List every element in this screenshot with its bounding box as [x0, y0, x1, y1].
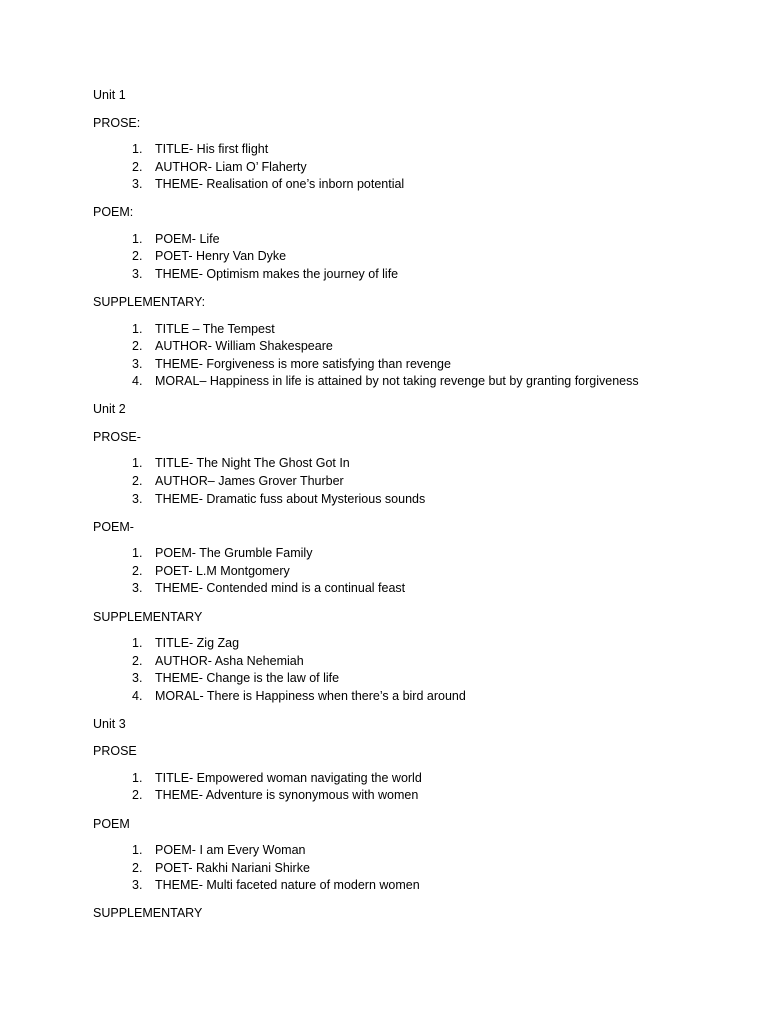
- list-item-text: THEME- Contended mind is a continual feast: [155, 581, 406, 596]
- list-item-text: THEME- Realisation of one’s inborn potential: [155, 177, 405, 192]
- list-item: [93, 688, 733, 706]
- list-item-number: 2.: [132, 249, 143, 264]
- list-item-text: AUTHOR- William Shakespeare: [155, 339, 333, 354]
- numbered-list: [93, 141, 733, 194]
- list-item: [93, 159, 733, 177]
- list-item: [93, 248, 733, 266]
- list-item-number: 2.: [132, 653, 143, 668]
- list-item: [93, 860, 733, 878]
- list-item: [93, 563, 733, 581]
- list-item: [93, 580, 733, 598]
- list-item-text: POET- L.M Montgomery: [155, 563, 290, 578]
- list-item: [93, 338, 733, 356]
- list-item: [93, 473, 733, 491]
- section-heading: POEM:: [93, 205, 134, 220]
- list-item-text: POEM- I am Every Woman: [155, 843, 306, 858]
- list-item-text: POEM- The Grumble Family: [155, 546, 313, 561]
- list-item-text: AUTHOR– James Grover Thurber: [155, 474, 344, 489]
- list-item-number: 1.: [132, 546, 143, 561]
- list-item: [93, 266, 733, 284]
- list-item-number: 3.: [132, 177, 143, 192]
- list-item-text: POET- Henry Van Dyke: [155, 249, 287, 264]
- list-item: [93, 491, 733, 509]
- section-heading: SUPPLEMENTARY: [93, 609, 203, 624]
- list-item: [93, 455, 733, 473]
- list-item-text: TITLE – The Tempest: [155, 321, 275, 336]
- list-item-text: MORAL– Happiness in life is attained by not taking revenge but by granting forgiveness: [155, 374, 639, 389]
- section-heading: PROSE: [93, 744, 137, 759]
- list-item: [93, 670, 733, 688]
- section-heading: SUPPLEMENTARY: [93, 906, 203, 921]
- list-item-text: THEME- Change is the law of life: [155, 671, 340, 686]
- list-item: [93, 321, 733, 339]
- list-item-number: 4.: [132, 374, 143, 389]
- list-item-number: 1.: [132, 636, 143, 650]
- list-item-text: THEME- Multi faceted nature of modern women: [155, 878, 420, 893]
- list-item: [93, 787, 733, 805]
- numbered-list: [93, 231, 733, 284]
- numbered-list: [93, 770, 733, 805]
- list-item-number: 2.: [132, 860, 143, 875]
- list-item-number: 3.: [132, 266, 143, 281]
- section-heading: POEM: [93, 816, 130, 831]
- section-heading: POEM-: [93, 519, 134, 534]
- list-item-text: MORAL- There is Happiness when there’s a bird around: [155, 688, 466, 703]
- list-item: [93, 545, 733, 563]
- list-item-number: 4.: [132, 688, 143, 703]
- list-item: [93, 635, 733, 653]
- section-heading: SUPPLEMENTARY:: [93, 295, 206, 310]
- numbered-list: [93, 842, 733, 895]
- list-item: [93, 141, 733, 159]
- numbered-list: [93, 455, 733, 508]
- list-item: [93, 770, 733, 788]
- list-item-text: TITLE- The Night The Ghost Got In: [155, 456, 350, 471]
- section-heading: PROSE-: [93, 429, 141, 444]
- numbered-list: [93, 321, 733, 391]
- list-item: [93, 176, 733, 194]
- list-item-text: THEME- Optimism makes the journey of life: [155, 266, 399, 281]
- section-heading: Unit 3: [93, 716, 126, 731]
- list-item-text: THEME- Dramatic fuss about Mysterious sounds: [155, 491, 426, 506]
- list-item: [93, 231, 733, 249]
- list-item: [93, 877, 733, 895]
- list-item: [93, 653, 733, 671]
- list-item-number: 3.: [132, 878, 143, 893]
- section-heading: Unit 1: [93, 88, 126, 102]
- list-item-number: 1.: [132, 321, 143, 336]
- list-item-number: 1.: [132, 770, 143, 785]
- list-item-number: 3.: [132, 356, 143, 371]
- list-item-number: 3.: [132, 581, 143, 596]
- list-item-number: 3.: [132, 671, 143, 686]
- numbered-list: [93, 635, 733, 705]
- list-item-number: 3.: [132, 491, 143, 506]
- list-item-number: 1.: [132, 231, 143, 246]
- list-item-text: POET- Rakhi Nariani Shirke: [155, 860, 310, 875]
- numbered-list: [93, 545, 733, 598]
- section-heading: Unit 2: [93, 402, 126, 417]
- document-body: [93, 86, 733, 932]
- list-item-number: 2.: [132, 563, 143, 578]
- list-item: [93, 373, 733, 391]
- list-item-number: 2.: [132, 788, 143, 803]
- list-item-number: 1.: [132, 843, 143, 858]
- list-item-number: 1.: [132, 142, 143, 156]
- list-item: [93, 356, 733, 374]
- section-heading: PROSE:: [93, 115, 141, 130]
- list-item-text: TITLE- Empowered woman navigating the world: [155, 770, 422, 785]
- list-item-number: 2.: [132, 339, 143, 354]
- list-item-number: 2.: [132, 474, 143, 489]
- list-item-text: THEME- Adventure is synonymous with women: [155, 788, 419, 803]
- list-item-text: TITLE- His first flight: [155, 142, 269, 156]
- list-item-text: POEM- Life: [155, 231, 220, 246]
- list-item-text: TITLE- Zig Zag: [155, 636, 240, 650]
- list-item-text: THEME- Forgiveness is more satisfying than revenge: [155, 356, 451, 371]
- list-item-number: 2.: [132, 159, 143, 174]
- list-item-number: 1.: [132, 456, 143, 471]
- list-item-text: AUTHOR- Asha Nehemiah: [155, 653, 304, 668]
- list-item: [93, 842, 733, 860]
- list-item-text: AUTHOR- Liam O’ Flaherty: [155, 159, 307, 174]
